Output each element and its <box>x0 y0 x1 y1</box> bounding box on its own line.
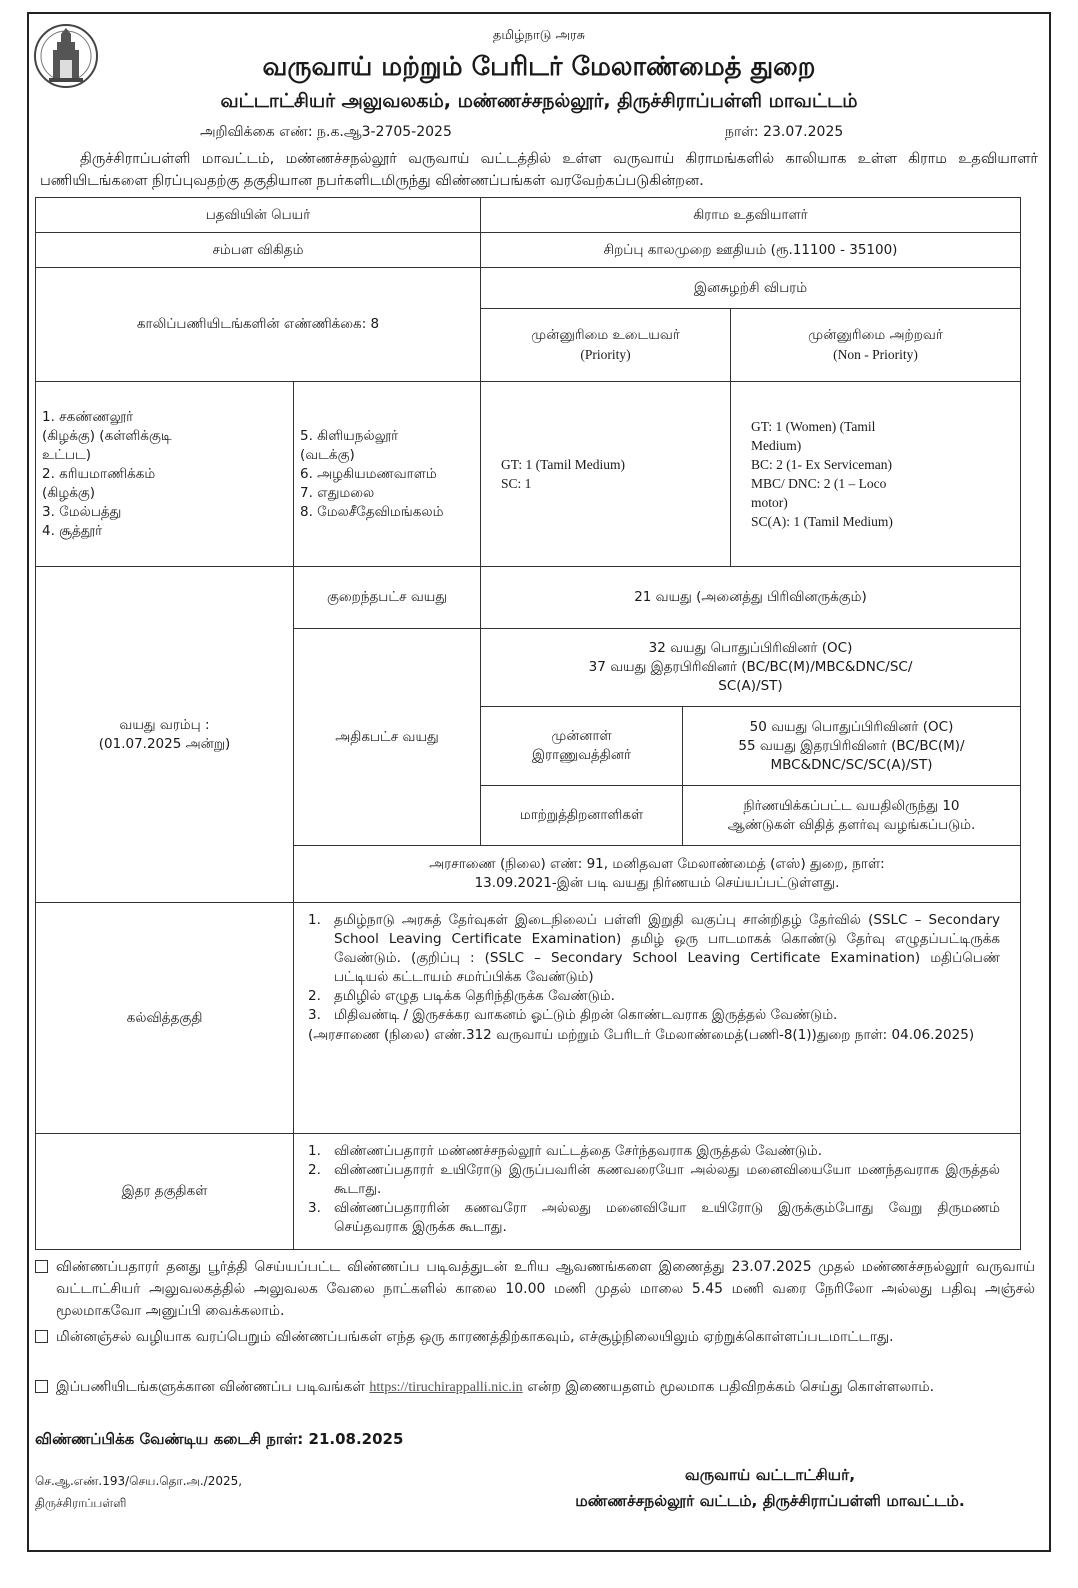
disabled-label: மாற்றுத்திறனாளிகள் <box>480 785 683 846</box>
list-number: 2. <box>308 1162 321 1178</box>
education-item-text: மிதிவண்டி / இருசக்கர வாகனம் ஓட்டும் திறன் கொண்டவராக இருத்தல் வேண்டும். <box>334 1007 838 1023</box>
village-line: உட்பட) <box>42 446 92 463</box>
note-download-text: இப்பணியிடங்களுக்கான விண்ணப்ப படிவங்கள் <box>56 1379 370 1395</box>
nonpriority-vacancy-line: MBC/ DNC: 2 (1 – Loco <box>751 476 887 491</box>
village-line: 6. அழகியமணவாளம் <box>300 465 437 482</box>
notice-date: நாள்: 23.07.2025 <box>725 124 844 140</box>
checkbox-icon <box>35 1380 48 1393</box>
village-line: (கிழக்கு) (கள்ளிக்குடி <box>42 427 172 444</box>
other-qualification-item-text: விண்ணப்பதாரர் உயிரோடு இருப்பவரின் கணவரையோ அல்லது மனைவியையோ மணந்தவராக இருத்தல் கூடாது. <box>334 1162 1000 1197</box>
education-requirements <box>293 902 1021 1134</box>
post-label: பதவியின் பெயர் <box>35 197 481 233</box>
nonpriority-vacancies <box>730 381 1021 567</box>
list-number: 3. <box>308 1200 321 1216</box>
ex-servicemen-label <box>480 706 683 786</box>
disabled-value-line: ஆண்டுகள் விதித் தளர்வு வழங்கப்படும். <box>727 816 976 833</box>
age-label: வயது வரம்பு : <box>119 716 210 733</box>
village-line: 7. எதுமலை <box>300 484 375 501</box>
age-as-of: (01.07.2025 அன்று) <box>98 735 231 752</box>
education-item <box>308 1006 1000 1025</box>
signature-block <box>490 1462 1050 1514</box>
nonpriority-label: முன்னுரிமை அற்றவர் <box>808 327 943 343</box>
pay-value: சிறப்பு காலமுறை ஊதியம் (ரூ.11100 - 35100) <box>480 232 1021 268</box>
disabled-value-line: நிர்ணயிக்கப்பட்ட வயதிலிருந்து 10 <box>743 797 960 814</box>
last-date: விண்ணப்பிக்க வேண்டிய கடைசி நாள்: 21.08.2025 <box>35 1430 404 1448</box>
priority-english: (Priority) <box>580 347 631 362</box>
pay-label: சம்பள விகிதம் <box>35 232 481 268</box>
note-download <box>35 1376 1035 1399</box>
village-line: (வடக்கு) <box>300 446 355 463</box>
village-line: 5. கிளியநல்லூர் <box>300 427 399 444</box>
village-line: (கிழக்கு) <box>42 484 96 501</box>
other-qualifications <box>293 1133 1021 1250</box>
priority-header <box>480 308 731 382</box>
department-name: வருவாய் மற்றும் பேரிடர் மேலாண்மைத் துறை <box>262 52 816 82</box>
nonpriority-vacancy-line: GT: 1 (Women) (Tamil <box>751 419 876 434</box>
max-age-line: 37 வயது இதரபிரிவினர் (BC/BC(M)/MBC&DNC/SC/ <box>588 659 913 675</box>
priority-label: முன்னுரிமை உடையவர் <box>531 327 680 343</box>
max-age-line: 32 வயது பொதுப்பிரிவினர் (OC) <box>648 640 853 656</box>
reference-place: திருச்சிராப்பள்ளி <box>35 1496 127 1510</box>
checkbox-icon <box>35 1260 48 1273</box>
nonpriority-vacancy-line: motor) <box>751 495 788 510</box>
nonpriority-vacancy-line: BC: 2 (1- Ex Serviceman) <box>751 457 892 472</box>
education-item-text: தமிழ்நாடு அரசுத் தேர்வுகள் இடைநிலைப் பள்ளி இறுதி வகுப்பு சான்றிதழ் தேர்வில் (SSLC – Secondary School Leaving Certificate Examination) தமிழ் ஒரு பாடமாகக் கொண்டு தேர்வு எழுதப்பட்டிருக்க வேண்டும். (குறிப்பு : (SSLC – Secondary School Leaving Certificate Examination) மதிப்பெண் பட்டியல் கட்டாயம் சமர்ப்பிக்க வேண்டும்) <box>334 912 1000 985</box>
government-order-line: அரசாணை (நிலை) எண்: 91, மனிதவள மேலாண்மைத் (எஸ்) துறை, நாள்: <box>429 856 885 872</box>
village-line: 3. மேல்பத்து <box>42 503 122 520</box>
government-name: தமிழ்நாடு அரசு <box>492 28 586 43</box>
village-list-a <box>35 381 294 567</box>
signatory-office: மண்ணச்சநல்லூர் வட்டம், திருச்சிராப்பள்ளி மாவட்டம். <box>575 1492 965 1510</box>
education-label: கல்வித்தகுதி <box>35 902 294 1134</box>
note-download-text-end: என்ற இணையதளம் மூலமாக பதிவிறக்கம் செய்து கொள்ளலாம். <box>522 1379 935 1395</box>
list-number: 3. <box>308 1007 321 1023</box>
signatory-title: வருவாய் வட்டாட்சியர், <box>684 1466 856 1484</box>
village-line: 8. மேலசீதேவிமங்கலம் <box>300 503 444 520</box>
other-qualification-item <box>308 1142 1000 1161</box>
education-go-note: (அரசாணை (நிலை) எண்.312 வருவாய் மற்றும் பேரிடர் மேலாண்மைத்(பணி-8(1))துறை நாள்: 04.06.2025) <box>308 1027 975 1043</box>
ex-servicemen-label-line: இராணுவத்தினர் <box>531 747 632 763</box>
other-qualifications-label: இதர தகுதிகள் <box>35 1133 294 1250</box>
note-email <box>35 1326 1035 1348</box>
other-qualification-item-text: விண்ணப்பதாரரின் கணவரோ அல்லது மனைவியோ உயிரோடு இருக்கும்போது வேறு திருமணம் செய்தவராக இருக்க கூடாது. <box>334 1200 1000 1235</box>
ex-servicemen-value-line: MBC&DNC/SC/SC(A)/ST) <box>770 756 933 773</box>
ex-servicemen-value-line: 50 வயது பொதுப்பிரிவினர் (OC) <box>749 718 954 735</box>
nonpriority-vacancy-line: Medium) <box>751 438 802 453</box>
list-number: 1. <box>308 912 321 928</box>
note-email-text: மின்னஞ்சல் வழியாக வரப்பெறும் விண்ணப்பங்கள் எந்த ஒரு காரணத்திற்காகவும், எச்சூழ்நிலையிலும் ஏற்றுக்கொள்ளப்படமாட்டாது. <box>56 1329 894 1345</box>
reference-number: செ.ஆ.எண்.193/செய.தொ.அ./2025, <box>35 1474 243 1488</box>
max-age-line: SC(A)/ST) <box>718 678 783 694</box>
note-submission <box>35 1256 1035 1322</box>
age-government-order <box>293 845 1021 903</box>
website-link[interactable]: https://tiruchirappalli.nic.in <box>369 1380 523 1395</box>
reference <box>35 1470 242 1514</box>
nonpriority-english: (Non - Priority) <box>833 347 918 362</box>
office-name: வட்டாட்சியர் அலுவலகம், மண்ணச்சநல்லூர், திருச்சிராப்பள்ளி மாவட்டம் <box>220 90 858 112</box>
priority-vacancy-line: SC: 1 <box>501 476 532 491</box>
education-item <box>308 987 1000 1006</box>
min-age-label: குறைந்தபட்ச வயது <box>293 566 481 629</box>
notice-number: அறிவிக்கை எண்: ந.க.ஆ3-2705-2025 <box>200 124 452 140</box>
priority-vacancy-line: GT: 1 (Tamil Medium) <box>501 457 625 472</box>
priority-vacancies <box>480 381 731 567</box>
ex-servicemen-label-line: முன்னாள் <box>551 728 612 744</box>
ex-servicemen-value <box>682 706 1021 786</box>
village-line: 4. சூத்தூர் <box>42 522 103 539</box>
nonpriority-header <box>730 308 1021 382</box>
other-qualification-item <box>308 1161 1000 1199</box>
age-limit-label <box>35 566 294 903</box>
education-item <box>308 911 1000 987</box>
max-age-general <box>480 628 1021 707</box>
min-age-value: 21 வயது (அனைத்து பிரிவினருக்கும்) <box>480 566 1021 629</box>
village-line: 2. கரியமாணிக்கம் <box>42 465 156 482</box>
other-qualification-item <box>308 1199 1000 1237</box>
ex-servicemen-value-line: 55 வயது இதரபிரிவினர் (BC/BC(M)/ <box>738 737 965 754</box>
max-age-label: அதிகபட்ச வயது <box>293 628 481 846</box>
government-order-line: 13.09.2021-இன் படி வயது நிர்ணயம் செய்யப்பட்டுள்ளது. <box>474 875 840 891</box>
village-list-b <box>293 381 481 567</box>
disabled-value <box>682 785 1021 846</box>
other-qualification-item-text: விண்ணப்பதாரர் மண்ணச்சநல்லூர் வட்டத்தை சேர்ந்தவராக இருத்தல் வேண்டும். <box>334 1143 822 1159</box>
vacancy-count: காலிப்பணியிடங்களின் எண்ணிக்கை: 8 <box>35 267 481 382</box>
education-item-text: தமிழில் எழுத படிக்க தெரிந்திருக்க வேண்டும். <box>334 988 615 1004</box>
note-submission-text: விண்ணப்பதாரர் தனது பூர்த்தி செய்யப்பட்ட விண்ணப்ப படிவத்துடன் உரிய ஆவணங்களை இணைத்து 23.07.2025 முதல் மண்ணச்சநல்லூர் வருவாய் வட்டாட்சியர் அலுவலகத்தில் அலுவலக வேலை நாட்களில் காலை 10.00 மணி முதல் மாலை 5.45 மணி வரை நேரிலோ அல்லது பதிவு அஞ்சல் மூலமாகவோ அனுப்பி வைக்கலாம். <box>56 1259 1035 1319</box>
village-line: 1. சகண்ணலூர் <box>42 408 134 425</box>
reservation-header: இனசுழற்சி விபரம் <box>480 267 1021 309</box>
post-value: கிராம உதவியாளர் <box>480 197 1021 233</box>
nonpriority-vacancy-line: SC(A): 1 (Tamil Medium) <box>751 514 893 529</box>
list-number: 1. <box>308 1143 321 1159</box>
checkbox-icon <box>35 1330 48 1343</box>
intro-paragraph: திருச்சிராப்பள்ளி மாவட்டம், மண்ணச்சநல்லூர் வருவாய் வட்டத்தில் உள்ள வருவாய் கிராமங்களில் காலியாக உள்ள கிராம உதவியாளர் பணியிடங்களை நிரப்புவதற்கு தகுதியான நபர்களிடமிருந்து விண்ணப்பங்கள் வரவேற்கப்படுகின்றன. <box>40 151 1038 189</box>
list-number: 2. <box>308 988 321 1004</box>
